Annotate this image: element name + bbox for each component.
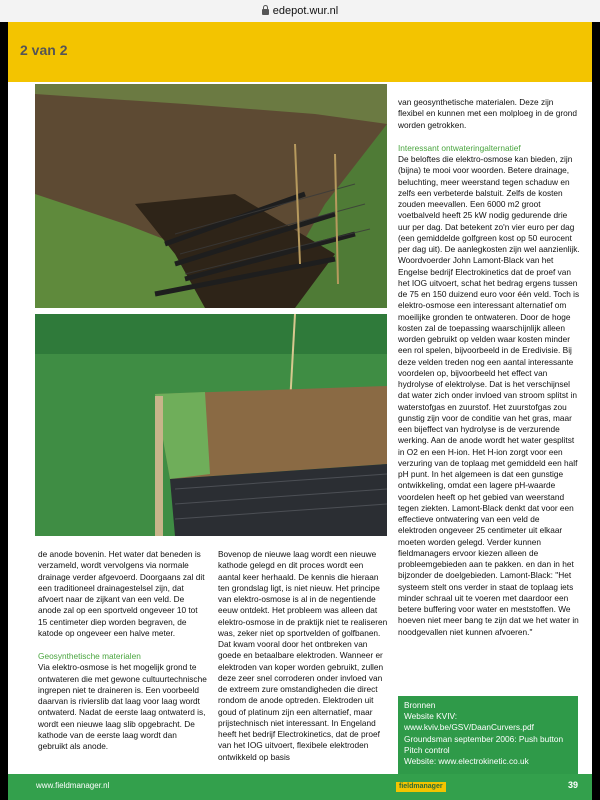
article-paragraph: van geosynthetische materialen. Deze zijn flexibel en kunnen met een molploeg in de grond worden getrokken. (398, 97, 577, 130)
magazine-page (8, 22, 592, 800)
article-paragraph: De beloftes die elektro-osmose kan bieden, zijn (bijna) te mooi voor woorden. Betere drainage, beluchting, meer weerstand tegen schaduw en zelfs een verbeterde balstuit. Zelfs de kosten zouden meevallen. Een 6000 m2 groot voetbalveld heeft 25 kW nodig gedurende drie uur per dag. Dat betekent zo'n vier euro per dag (een gemiddelde golfgreen kost op 50 eurocent per dag uit). De aanlegkosten zijn wel aanzienlijk. Woordvoerder John Lamont-Black van het Engelse bedrijf Electrokinetics dat de proef van het IOG uitvoert, schat het bedrag ergens tussen de 75 en 150 duizend euro voor één veld. Toch is elektro-osmose een interessant alternatief om moeilijke gronden te ontwateren. Door de hoge kosten zal de toepassing waarschijnlijk alleen worden gebruikt op velden waar kosten minder een rol spelen, bijvoorbeeld in de Eredivisie. Bij deze velden treden nog een aantal interessante voordelen op, bijvoorbeeld het effect van hydrolyse of elektrolyse. Dat is het verschijnsel dat water zich onder invloed van stroom splitst in waterstofgas en zuurstof. Het zuurstofgas zou gunstig zijn voor de conditie van het gras, maar een bijeffect van hydrolyse is de verzurende werking. Aan de anode wordt het water gesplitst in O2 en een H-ion. Het H-ion zorgt voor een verzuring van de toplaag met gemiddeld een half pH punt. In het algemeen is dat een gunstige ontwikkeling, omdat een lagere pH-waarde voordelen heeft op het gebied van weerstand tegen ziekten. Lamont-Black denkt dat voor een effectieve ontwatering van een veld de elektroden ongeveer 25 centimeter uit elkaar moeten worden gelegd. Verder kunnen fieldmanagers ervoor kiezen alleen de probleemgebieden aan te pakken. en dan in het bijzonder de doelgebieden. Lamont-Black: "Het systeem stelt ons verder in staat de toplaag iets minder schraal uit te voeren met daardoor een betere buffering voor water en meststoffen. We hoeven niet meer bang te zijn dat we het water in noodgevallen niet kunnen afvoeren." (398, 154, 580, 637)
article-column-right (398, 97, 580, 638)
photo-trench-with-electrode-mesh (35, 84, 387, 308)
page-footer (8, 774, 592, 800)
sources-line: Website: www.electrokinetic.co.uk (404, 756, 529, 767)
sources-line: www.kviv.be/GSV/DaanCurvers.pdf (404, 722, 534, 733)
page-number: 39 (568, 780, 579, 790)
page-header (8, 22, 592, 82)
photo-trench-illustration (35, 84, 387, 308)
lock-icon (262, 9, 269, 15)
sources-line: Groundsman september 2006: Push button Pitch control (404, 733, 564, 755)
article-paragraph: Bovenop de nieuwe laag wordt een nieuwe kathode gelegd en dit proces wordt een aantal keer herhaald. De kennis die hieraan ten grondslag ligt, is niet nieuw. Het principe van elektro-osmose is al in de negentiende eeuw ontdekt. Het probleem was alleen dat elektro-osmose in de praktijk niet te realiseren was, zeker niet op sportvelden of golfbanen. Dat kwam vooral door het ontbreken van goede en betaalbare elektroden. Wanneer er elektroden van koper worden gebruikt, zullen deze zeer snel corroderen onder invloed van de extreem zure omstandigheden die direct rondom de anode optreden. Elektroden uit goud of platinum zijn een alternatief, maar prijstechnisch niet interessant. In Engeland heeft het bedrijf Electrokinetics, dat de proef van het IOG uitvoert, flexibele elektroden ontwikkeld op basis (218, 549, 388, 762)
page-indicator: 2 van 2 (20, 42, 68, 58)
section-heading: Interessant ontwateringalternatief (398, 142, 521, 153)
photo-test-bed-illustration (35, 314, 387, 536)
article-column-middle (218, 549, 388, 763)
sources-box (398, 696, 578, 784)
article-paragraph: Via elektro-osmose is het mogelijk grond te ontwateren die met gewone cultuurtechnische ingrepen niet te draineren is. Een voorbeeld daarvan is rivierslib dat laag voor laag wordt ontwaterd. Nadat de eerste laag ontwaterd is, wordt een nieuwe laag slib opgebracht. De kathode van de eerste laag wordt dan gebruikt als anode. (38, 662, 207, 751)
article-paragraph: de anode bovenin. Het water dat beneden is verzameld, wordt vervolgens via normale drainage verder afgevoerd. Doorgaans zal dit een traditioneel drainagestelsel zijn, dat afvoert naar de zijkant van een veld. De anode zal op een sportveld ongeveer 10 tot 15 centimeter diep worden begraven, de katode op ongeveer een halve meter. (38, 549, 205, 638)
sources-line: Website KVIV: (404, 711, 458, 722)
sources-title: Bronnen (404, 700, 436, 710)
browser-address-bar[interactable] (0, 0, 600, 22)
footer-logo: fieldmanager (396, 782, 446, 792)
footer-url: www.fieldmanager.nl (36, 781, 110, 790)
photo-raised-test-bed (35, 314, 387, 536)
browser-url[interactable]: edepot.wur.nl (272, 5, 339, 17)
article-column-left (38, 549, 208, 752)
section-heading: Geosynthetische materialen (38, 651, 141, 661)
